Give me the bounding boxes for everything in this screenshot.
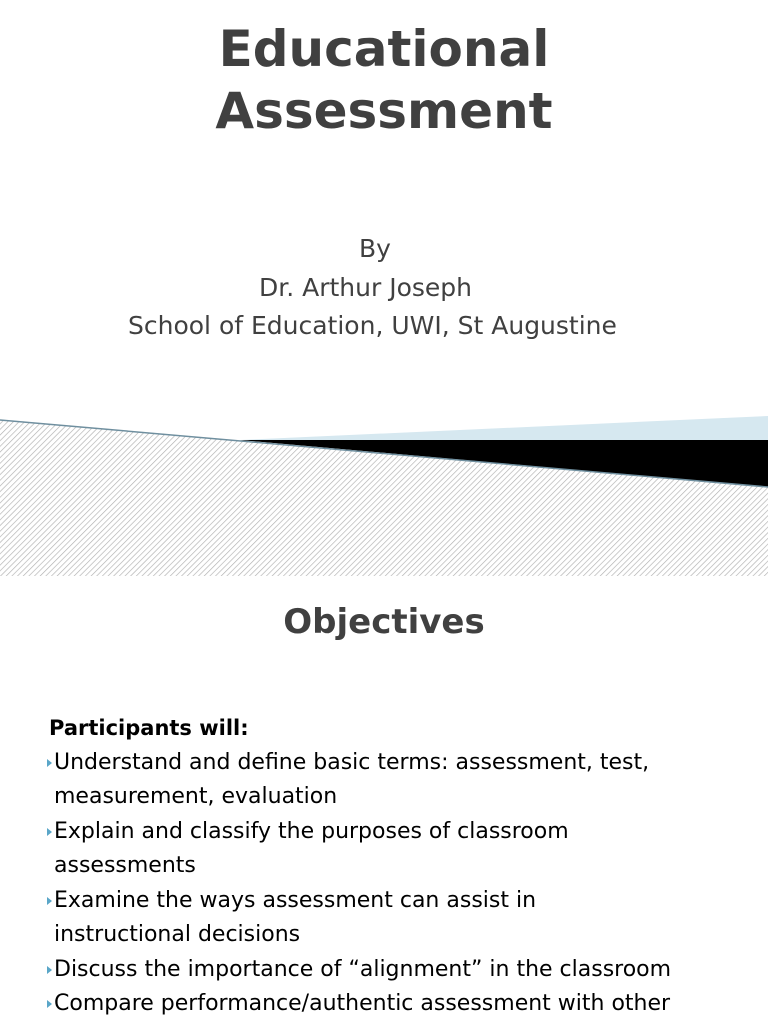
objectives-slide <box>0 576 768 1024</box>
slide-title <box>0 18 768 142</box>
item-line: instructional decisions <box>54 922 301 947</box>
participants-lead: Participants will: <box>49 716 249 740</box>
bullet-arrow-icon <box>47 897 52 905</box>
bullet-arrow-icon <box>47 1000 52 1008</box>
item-line: Compare performance/authentic assessment with other <box>54 991 671 1016</box>
list-item <box>49 746 749 815</box>
list-item <box>49 815 749 884</box>
item-line: Examine the ways assessment can assist in <box>54 887 537 913</box>
list-item <box>49 953 749 988</box>
bullet-arrow-icon <box>47 828 52 836</box>
item-line: assessments <box>54 853 196 878</box>
item-line: Discuss the importance of “alignment” in the classroom <box>54 956 672 982</box>
by-label: By <box>359 234 391 263</box>
title-line-1: Educational <box>218 20 550 78</box>
decorative-wave-band <box>0 412 768 576</box>
affiliation: School of Education, UWI, St Augustine <box>128 311 617 340</box>
light-blue-band <box>240 416 768 440</box>
objectives-content <box>49 711 749 1022</box>
title-line-2: Assessment <box>215 82 553 140</box>
item-line: measurement, evaluation <box>54 784 338 809</box>
author-name: Dr. Arthur Joseph <box>259 273 473 302</box>
objectives-title: Objectives <box>283 602 485 642</box>
item-line: Explain and classify the purposes of classroom <box>54 818 569 844</box>
item-line: Understand and define basic terms: assessment, test, <box>54 749 650 775</box>
list-item <box>49 987 749 1022</box>
bullet-arrow-icon <box>47 966 52 974</box>
bullet-arrow-icon <box>47 759 52 767</box>
list-item <box>49 884 749 953</box>
